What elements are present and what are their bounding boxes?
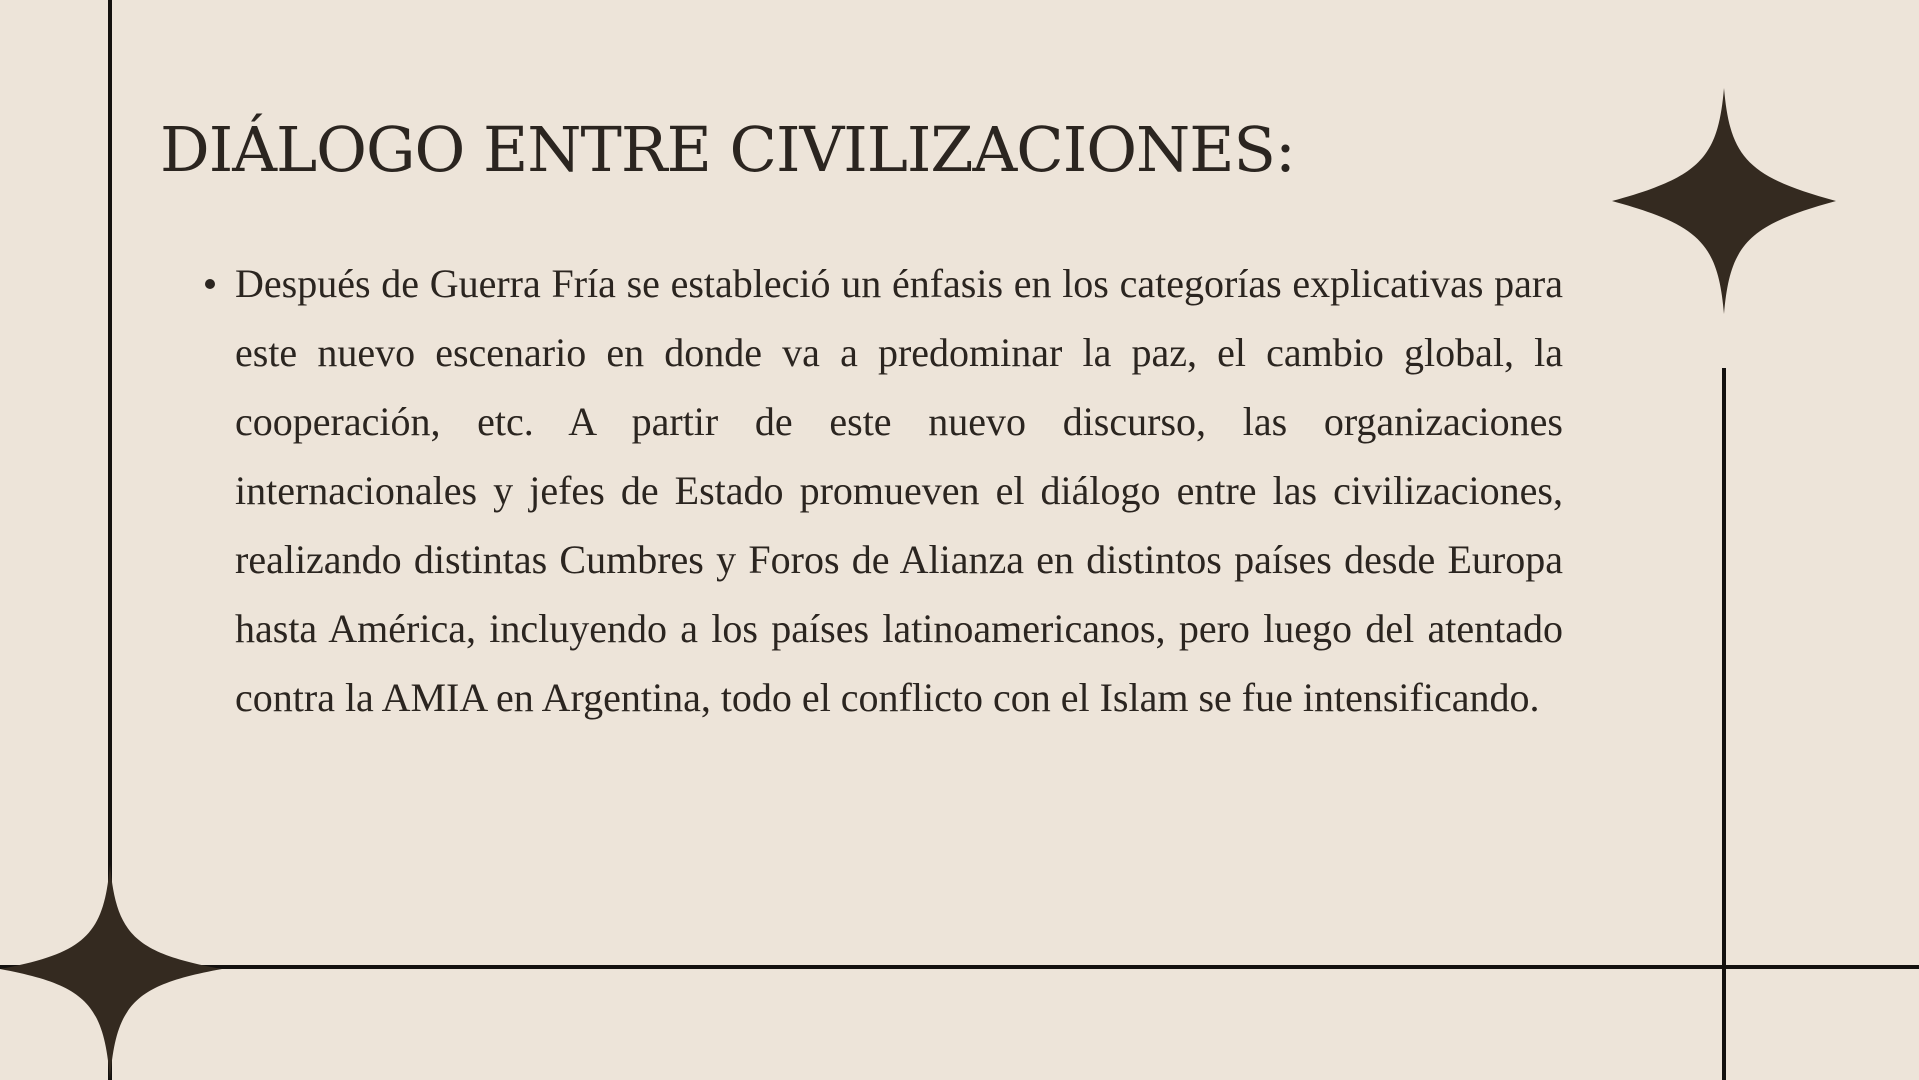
bullet-list [235,249,1563,732]
four-point-star-icon [1612,88,1836,314]
slide-title: DIÁLOGO ENTRE CIVILIZACIONES: [160,113,1295,186]
bottom-horizontal-line [0,965,1919,969]
bullet-text: Después de Guerra Fría se estableció un énfasis en los categorías explicativas para este nuevo escenario en donde va a predominar la paz, el cambio global, la cooperación, etc. A partir de este nuevo discurso, las organizaciones internacionales y jefes de Estado promueven el diálogo entre las civilizaciones, realizando distintas Cumbres y Foros de Alianza en distintos países desde Europa hasta América, incluyendo a los países latinoamericanos, pero luego del atentado contra la AMIA en Argentina, todo el conflicto con el Islam se fue intensificando. [235,261,1563,720]
right-vertical-line [1722,368,1726,1080]
bullet-item [235,249,1563,732]
bullet-dot [205,279,215,289]
four-point-star-icon [0,864,222,1080]
